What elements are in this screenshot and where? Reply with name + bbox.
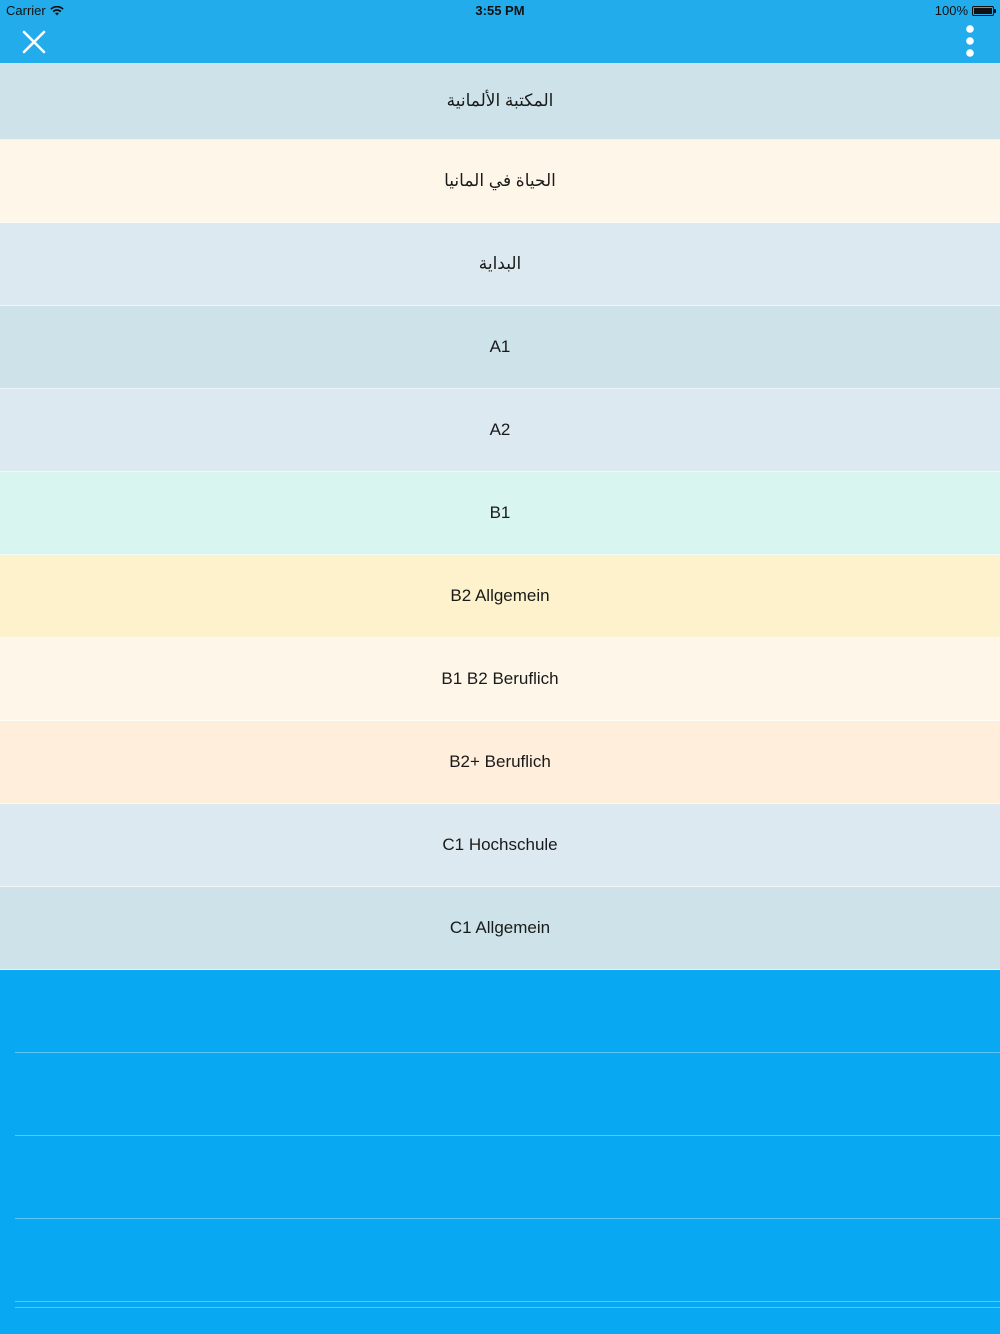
carrier-label: Carrier [6, 3, 46, 18]
list-item[interactable] [0, 638, 1000, 721]
list-item[interactable] [0, 63, 1000, 140]
status-bar [0, 0, 1000, 20]
status-right [935, 3, 994, 18]
status-time: 3:55 PM [475, 3, 525, 18]
list-item-label: C1 Allgemein [449, 918, 551, 937]
list-item[interactable] [0, 804, 1000, 887]
list-item[interactable] [0, 389, 1000, 472]
separator [15, 1301, 1000, 1302]
list-item-label: A1 [489, 337, 511, 356]
list-item-label: البداية [478, 254, 522, 273]
list-item-label: الحياة في المانيا [444, 171, 556, 190]
more-options-button[interactable] [962, 24, 978, 58]
battery-percent: 100% [934, 3, 968, 18]
empty-list-area [0, 970, 1000, 1334]
list-item-label: المكتبة الألمانية [446, 91, 554, 110]
separator [15, 1135, 1000, 1136]
category-list [0, 63, 1000, 970]
separator [15, 1307, 1000, 1308]
separator [15, 1052, 1000, 1053]
list-item-label: A2 [489, 420, 511, 439]
list-item[interactable] [0, 555, 1000, 638]
list-item[interactable] [0, 721, 1000, 804]
battery-icon [972, 6, 994, 16]
list-item-label: B2+ Beruflich [449, 752, 551, 771]
list-item-label: B1 B2 Beruflich [441, 669, 559, 688]
close-icon [18, 26, 50, 58]
list-item[interactable] [0, 887, 1000, 970]
list-item[interactable] [0, 472, 1000, 555]
separator [15, 1218, 1000, 1219]
close-button[interactable] [18, 26, 50, 58]
list-item-label: B1 [489, 503, 511, 522]
list-item-label: C1 Hochschule [442, 835, 558, 854]
list-item[interactable] [0, 306, 1000, 389]
nav-bar [0, 20, 1000, 63]
more-vertical-icon [962, 24, 978, 58]
list-item[interactable] [0, 223, 1000, 306]
list-item[interactable] [0, 140, 1000, 223]
list-item-label: B2 Allgemein [450, 586, 550, 605]
